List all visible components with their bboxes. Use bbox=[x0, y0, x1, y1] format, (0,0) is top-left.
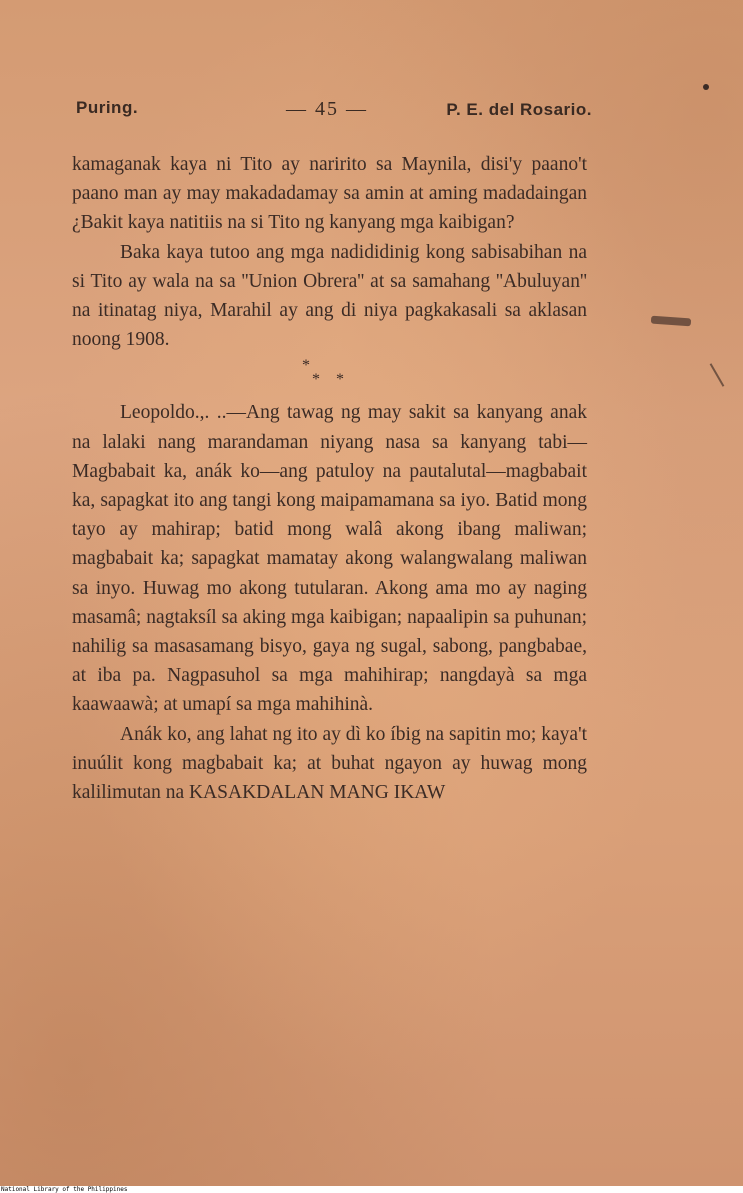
ink-smudge bbox=[651, 316, 691, 327]
paragraph-1: kamaganak kaya ni Tito ay naririto sa Maynila, disi'y paano't paano man ay may makadadamay sa amin at aming madadaingan ¿Bakit kaya natitiis na si Tito ng kanyang mga kaibigan? bbox=[72, 154, 587, 234]
running-header bbox=[76, 98, 592, 128]
header-title: Puring. bbox=[76, 98, 139, 117]
paragraph-2: Baka kaya tutoo ang mga nadididinig kong sabisabihan na si Tito ay wala na sa ''Union Obrera'' at sa samahang ''Abuluyan'' na itinatag niya, Marahil ay ang di niya pagkakasali sa aklasan noong 1908. bbox=[72, 241, 587, 351]
page-scratch bbox=[710, 363, 725, 387]
header-author: P. E. del Rosario. bbox=[446, 100, 592, 119]
ink-spot bbox=[703, 84, 709, 90]
section-separator bbox=[72, 358, 587, 396]
paragraph-4: Anák ko, ang lahat ng ito ay dì ko íbig na sapitin mo; kaya't inuúlit kong magbabait ka; at buhat ngayon ay huwag mong kalilimutan na KASAKDALAN MANG IKAW bbox=[72, 723, 587, 804]
separator-asterisks-bottom: * * bbox=[312, 371, 350, 389]
paragraph-3: Leopoldo.,. ..—Ang tawag ng may sakit sa kanyang anak na lalaki nang marandaman niyang nasa sa kanyang tabi—Magbabait ka, anák ko—ang patuloy na pautalutal—magbabait ka, sapagkat ito ang tangi kong maipamamana sa iyo. Batid mong tayo ay mahirap; batid mong walâ akong ibang maliwan; magbabait ka; sapagkat mamatay akong walangwalang maliwan sa inyo. Huwag mo akong tutularan. Akong ama mo ay naging masamâ; nagtaksíl sa aking mga kaibigan; napaalipin sa puhunan; nahilig sa masasamang bisyo, gaya ng sugal, sabong, pangbabae, at iba pa. Nagpasuhol sa mga mahihirap; nangdayà sa mga kaawaawà; at umapí sa mga mahihinà. bbox=[72, 402, 587, 716]
page-number: — 45 — bbox=[286, 98, 368, 120]
page-body bbox=[72, 150, 587, 807]
library-credit: National Library of the Philippines bbox=[1, 1186, 128, 1193]
separator-asterisk-top: * bbox=[302, 357, 310, 375]
